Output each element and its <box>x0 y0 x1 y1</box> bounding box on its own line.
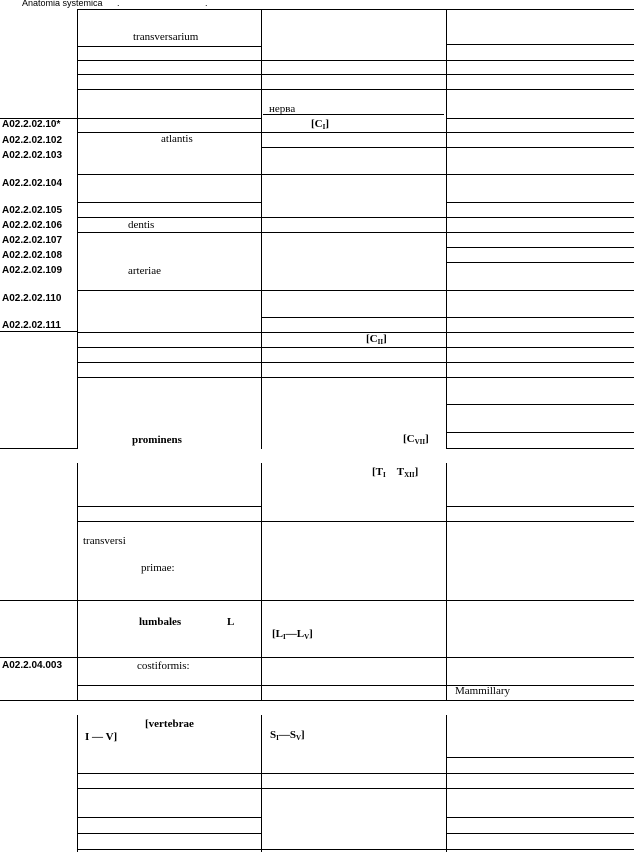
header-dot: . <box>205 0 208 8</box>
code-cell: A02.2.02.109 <box>2 265 63 276</box>
latin-term: dentis <box>128 219 155 231</box>
latin-term: atlantis <box>161 133 193 145</box>
header-dot: . <box>117 0 120 8</box>
latin-term: transversi <box>83 535 126 547</box>
code-cell: A02.2.04.003 <box>2 660 63 671</box>
code-cell: A02.2.02.102 <box>2 135 63 146</box>
latin-term: costiformis: <box>137 660 190 672</box>
latin-term: arteriae <box>128 265 161 277</box>
latin-term: primae: <box>141 562 175 574</box>
code-cell: A02.2.02.105 <box>2 205 63 216</box>
latin-term: lumbales <box>139 616 182 628</box>
latin-term: [vertebrae <box>145 718 194 730</box>
segment-marker: $[C_{II}]$ <box>366 333 387 346</box>
translation-term: нерва <box>269 103 296 115</box>
running-header: Anatomia systemica <box>22 0 103 8</box>
segment-marker: $[L_I—L_V]$ <box>272 628 313 641</box>
segment-marker: $[C_I]$ <box>311 118 330 131</box>
segment-marker: $S_I—S_V$] <box>270 729 305 742</box>
code-cell: A02.2.02.110 <box>2 293 62 304</box>
latin-term: L <box>227 616 235 628</box>
translation-term: Mammillary <box>455 685 510 697</box>
code-cell: A02.2.02.103 <box>2 150 63 161</box>
code-cell: A02.2.02.104 <box>2 178 63 189</box>
latin-term: prominens <box>132 434 182 446</box>
latin-term: transversarium <box>133 31 199 43</box>
code-cell: A02.2.02.10* <box>2 119 61 130</box>
code-cell: A02.2.02.111 <box>2 320 61 331</box>
code-cell: A02.2.02.107 <box>2 235 63 246</box>
code-cell: A02.2.02.108 <box>2 250 63 261</box>
latin-term: I — V] <box>85 731 118 743</box>
code-cell: A02.2.02.106 <box>2 220 63 231</box>
segment-marker: $[C_{VII}]$ <box>403 433 429 446</box>
segment-marker: [$T_I$ $T_{XII}$] <box>372 466 419 479</box>
